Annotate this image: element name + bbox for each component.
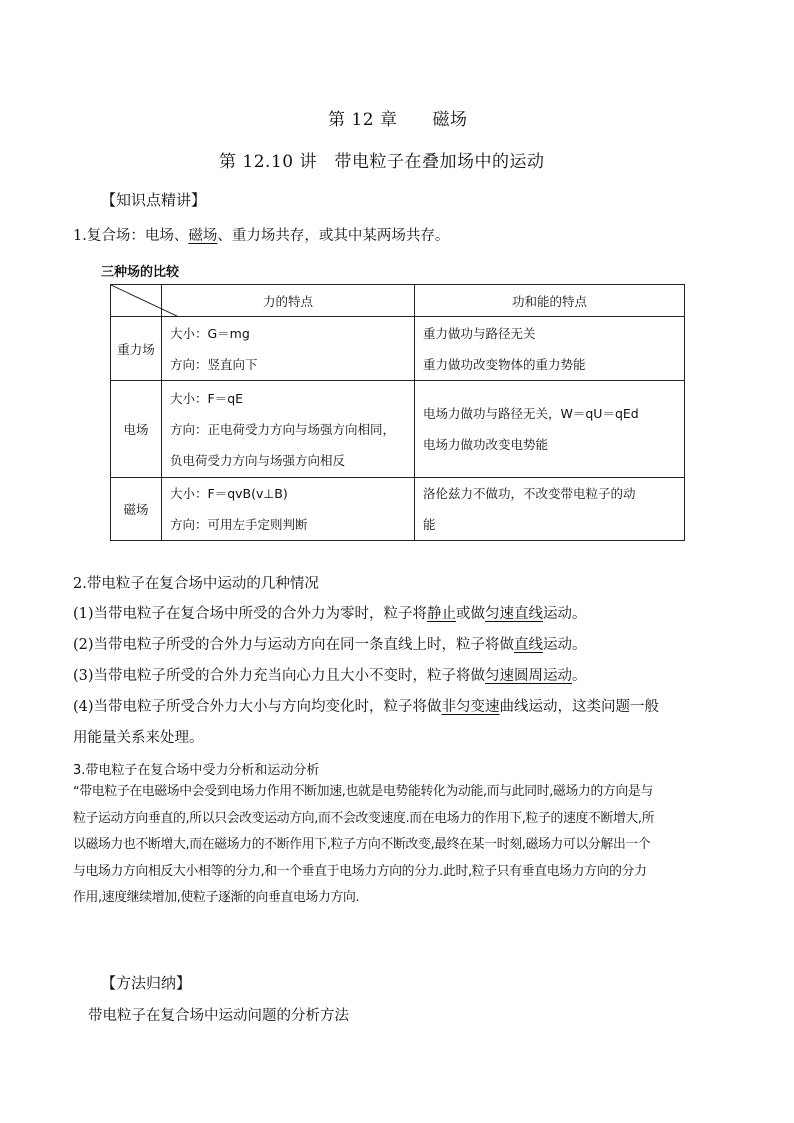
table-corner-cell: [111, 285, 162, 317]
gravity-force-line: 方向：竖直向下: [170, 356, 258, 372]
electric-force-line: 大小：F＝qE: [170, 390, 244, 406]
case-text: 运动。: [543, 606, 587, 622]
table-row-electric: [111, 381, 685, 478]
underlined-term: 非匀变速: [441, 699, 500, 715]
underlined-magnetic-field: 磁场: [188, 228, 218, 244]
electric-work-line: 电场力做功改变电势能: [423, 437, 549, 452]
row-name-gravity: 重力场: [111, 317, 162, 381]
case-2: [73, 633, 587, 654]
section-heading-method: 【方法归纳】: [101, 974, 192, 992]
electric-work-cell: [415, 381, 685, 478]
chapter-title: 第 12 章 磁场: [328, 110, 468, 130]
underlined-term: 静止: [427, 606, 457, 622]
underlined-term: 匀速圆周运动: [485, 668, 573, 684]
magnetic-work-line: 洛伦兹力不做功，不改变带电粒子的动: [423, 486, 636, 501]
item-2-heading: 2.带电粒子在复合场中运动的几种情况: [73, 576, 319, 592]
table-caption: 三种场的比较: [101, 265, 180, 280]
paragraph-line: “带电粒子在电磁场中会受到电场力作用不断加速,也就是电势能转化为动能,而与此同时,磁场力的方向是与: [73, 784, 653, 799]
paragraph-line: 粒子运动方向垂直的,所以只会改变运动方向,而不会改变速度.而在电场力的作用下,粒子的速度不断增大,所: [73, 810, 655, 826]
item-1-part: 1.复合场：电场、: [73, 228, 189, 244]
magnetic-force-cell: [162, 478, 415, 541]
case-text: (4)当带电粒子所受合外力大小与方向均变化时，粒子将做: [73, 699, 442, 715]
electric-force-cell: [162, 381, 415, 478]
case-text: (3)当带电粒子所受的合外力充当向心力且大小不变时，粒子将做: [73, 668, 486, 684]
case-text: (2)当带电粒子所受的合外力与运动方向在同一条直线上时，粒子将做: [73, 637, 515, 653]
paragraph-line: 作用,速度继续增加,使粒子逐渐的向垂直电场力方向.: [73, 890, 360, 905]
gravity-force-line: 大小：G＝mg: [170, 325, 250, 341]
gravity-force-cell: [162, 317, 415, 381]
item-1-part: 、重力场共存，或其中某两场共存。: [217, 228, 450, 244]
case-text: 。: [572, 668, 587, 684]
item-3-paragraph: [73, 779, 728, 912]
electric-work-line: 电场力做功与路径无关，W＝qU＝qEd: [423, 406, 639, 421]
table-row-gravity: [111, 317, 685, 381]
field-comparison-table: [110, 284, 685, 541]
header-force: 力的特点: [162, 285, 415, 317]
gravity-work-line: 重力做功改变物体的重力势能: [423, 356, 586, 372]
table-header-row: [111, 285, 685, 317]
case-text: 运动。: [543, 637, 587, 653]
diagonal-line: [111, 285, 179, 317]
paragraph-line: 以磁场力也不断增大,而在磁场力的不断作用下,粒子方向不断改变,最终在某一时刻,磁场力可以分解出一个: [73, 837, 651, 852]
gravity-work-cell: [415, 317, 685, 381]
gravity-work-line: 重力做功与路径无关: [423, 325, 536, 341]
item-3-heading: 3.带电粒子在复合场中受力分析和运动分析: [73, 763, 320, 778]
case-4-line-2: 用能量关系来处理。: [73, 730, 204, 746]
magnetic-work-cell: [415, 478, 685, 541]
row-name-magnetic: 磁场: [111, 478, 162, 541]
case-3: [73, 664, 587, 685]
magnetic-work-line: 能: [423, 517, 436, 532]
case-text: 或做: [456, 606, 486, 622]
magnetic-force-line: 方向：可用左手定则判断: [170, 517, 308, 532]
magnetic-force-line: 大小：F＝qvB(v⊥B): [170, 486, 288, 501]
table-row-magnetic: [111, 478, 685, 541]
item-1-composite-field: [73, 224, 449, 245]
underlined-term: 直线: [514, 637, 544, 653]
case-text: 曲线运动，这类问题一般: [499, 699, 660, 715]
paragraph-line: 与电场力方向相反大小相等的分力,和一个垂直于电场力方向的分力.此时,粒子只有垂直电场力方向的分力: [73, 863, 647, 879]
electric-force-line: 方向：正电荷受力方向与场强方向相同，: [170, 421, 396, 437]
header-work-energy: 功和能的特点: [415, 285, 685, 317]
electric-force-line: 负电荷受力方向与场强方向相反: [170, 452, 346, 468]
underlined-term: 匀速直线: [485, 606, 544, 622]
method-subheading: 带电粒子在复合场中运动问题的分析方法: [88, 1008, 349, 1024]
section-heading-knowledge: 【知识点精讲】: [101, 191, 207, 209]
case-4-line-1: [73, 695, 659, 716]
case-1: [73, 602, 587, 623]
lecture-title: 第 12.10 讲 带电粒子在叠加场中的运动: [219, 152, 545, 172]
case-text: (1)当带电粒子在复合场中所受的合外力为零时，粒子将: [73, 606, 428, 622]
row-name-electric: 电场: [111, 381, 162, 478]
